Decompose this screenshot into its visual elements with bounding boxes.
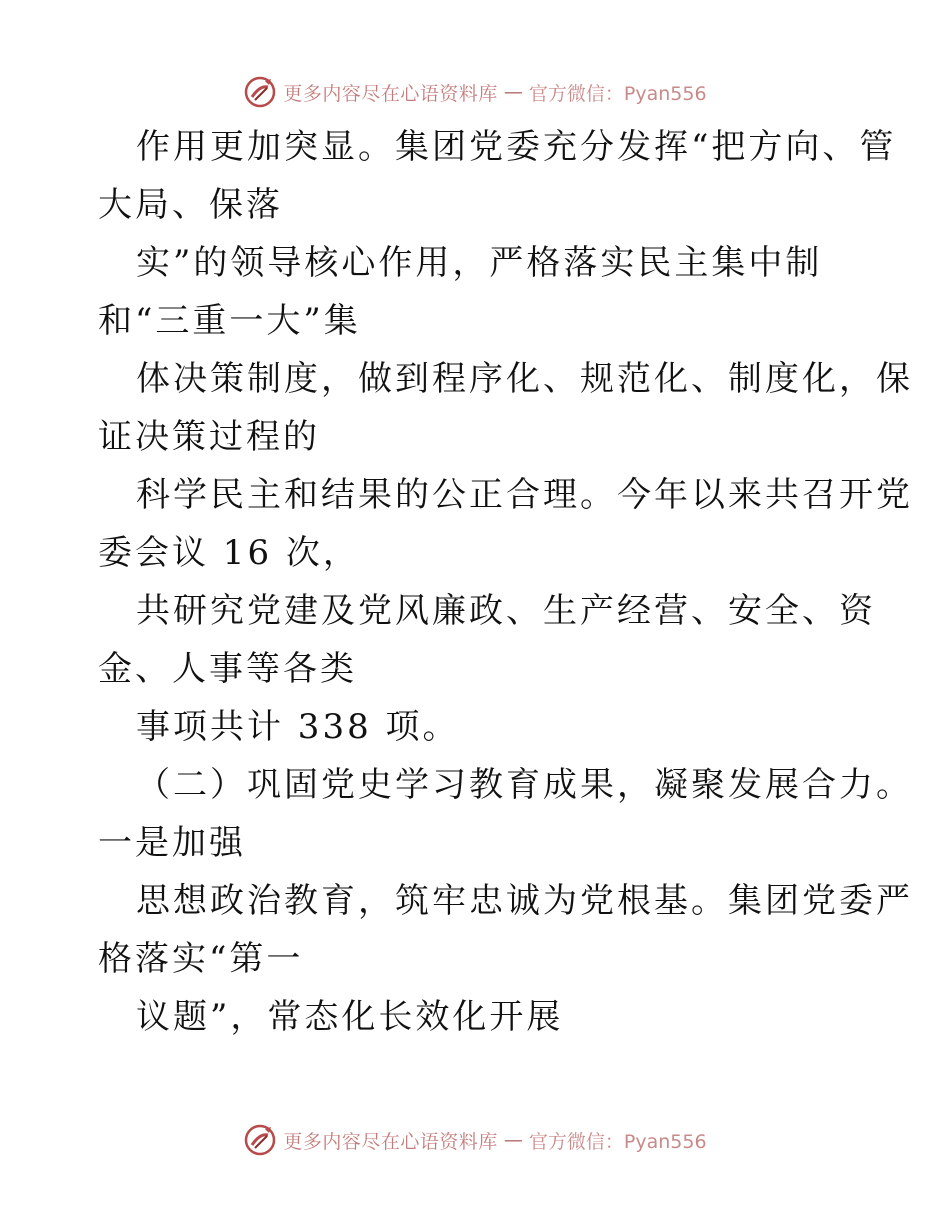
- watermark-text: 更多内容尽在心语资料库: [283, 1130, 498, 1153]
- body-line: 议题”，常态化长效化开展: [136, 997, 564, 1037]
- body-line: 金、人事等各类: [98, 649, 357, 689]
- body-line: 一是加强: [98, 823, 246, 863]
- body-line: 科学民主和结果的公正合理。今年以来共召开党: [136, 475, 913, 515]
- watermark-contact: 官方微信：Pyan556: [528, 82, 707, 105]
- watermark-dash: —: [503, 81, 523, 103]
- watermark-text: 更多内容尽在心语资料库: [283, 82, 498, 105]
- body-line: 共研究党建及党风廉政、生产经营、安全、资: [136, 591, 876, 631]
- body-line: 格落实“第一: [98, 939, 304, 979]
- body-line: 实”的领导核心作用，严格落实民主集中制: [136, 243, 823, 283]
- body-line: 事项共计 338 项。: [136, 707, 460, 747]
- watermark-dash: —: [503, 1129, 523, 1151]
- red-book-pen-logo-icon: [243, 75, 277, 109]
- body-line: 证决策过程的: [98, 417, 320, 457]
- body-line: 和“三重一大”集: [98, 301, 361, 341]
- section-heading-line: （二）巩固党史学习教育成果，凝聚发展合力。: [136, 765, 913, 805]
- header-watermark: [0, 72, 950, 112]
- body-line: 作用更加突显。集团党委充分发挥“把方向、管: [136, 127, 897, 167]
- footer-watermark: [0, 1120, 950, 1160]
- body-line: 体决策制度，做到程序化、规范化、制度化，保: [136, 359, 913, 399]
- red-book-pen-logo-icon: [243, 1123, 277, 1157]
- watermark-contact: 官方微信：Pyan556: [528, 1130, 707, 1153]
- body-line: 大局、保落: [98, 185, 283, 225]
- body-line: 委会议 16 次，: [98, 533, 360, 573]
- body-line: 思想政治教育，筑牢忠诚为党根基。集团党委严: [136, 881, 913, 921]
- document-body: [98, 118, 913, 1046]
